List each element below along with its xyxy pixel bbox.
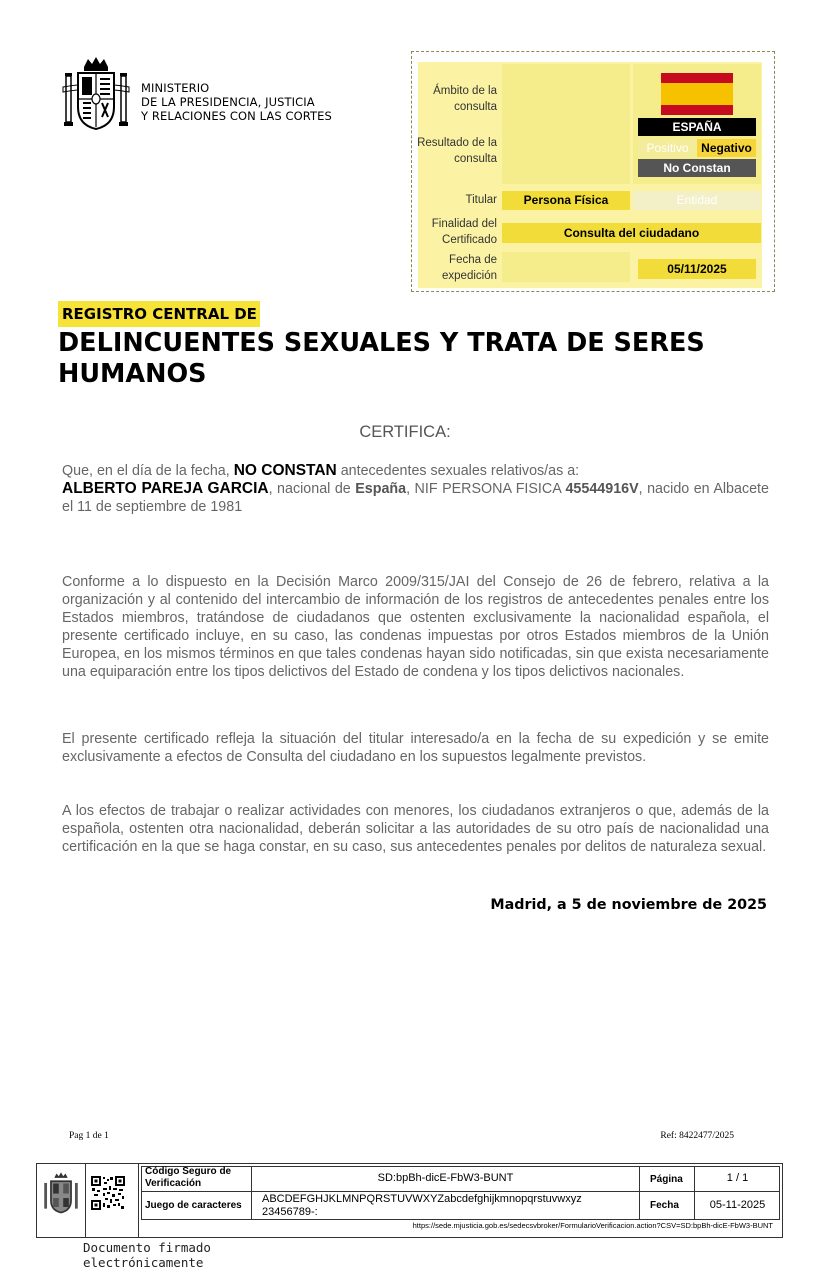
date-label: Fecha	[650, 1200, 679, 1211]
charset-line-1: ABCDEFGHJKLMNPQRSTUVWXYZabcdefghijkmnopqrstuvwxyz	[262, 1193, 582, 1205]
csv-label: Código Seguro de Verificación	[145, 1166, 232, 1189]
country-badge: ESPAÑA	[638, 118, 756, 136]
signed-note-line-1: Documento firmado	[83, 1240, 211, 1255]
csv-value: SD:bpBh-dicE-FbW3-BUNT	[377, 1172, 514, 1184]
titular-persona-fisica: Persona Física	[502, 191, 630, 210]
ministry-line-2: DE LA PRESIDENCIA, JUSTICIA	[141, 95, 315, 109]
coat-of-arms-small-logo	[42, 1168, 80, 1218]
signed-note-line-2: electrónicamente	[83, 1255, 204, 1270]
person-name: ALBERTO PAREJA GARCIA	[62, 480, 269, 497]
registry-heading: REGISTRO CENTRAL DE	[62, 305, 257, 323]
page-label: Página	[650, 1174, 683, 1185]
statement-nif-label: , NIF PERSONA FISICA	[406, 481, 566, 497]
result-no-constan-badge: No Constan	[638, 159, 756, 177]
coat-of-arms-logo	[62, 55, 130, 133]
result-positivo: Positivo	[638, 139, 697, 157]
spain-flag-icon	[661, 73, 733, 115]
legal-paragraph-3: A los efectos de trabajar o realizar actividades con menores, los ciudadanos extranjeros o que, además de la española, ostenten otra nacionalidad, deberán solicitar a las autoridades de su otro país de nacionalidad una certificación en la que se haga constar, en su caso, sus antecedentes penales por delitos de naturaleza sexual.	[62, 803, 769, 855]
reference-number: Ref: 8422477/2025	[660, 1131, 734, 1141]
date-cell-left	[502, 252, 630, 282]
statement-intro: Que, en el día de la fecha,	[62, 463, 234, 479]
person-nationality: España	[355, 481, 407, 497]
page-title: DELINCUENTES SEXUALES Y TRATA DE SERES HUMANOS	[58, 328, 705, 389]
person-nif: 45544916V	[565, 481, 639, 497]
charset-line-2: 23456789-:	[262, 1206, 318, 1218]
no-constan-text: NO CONSTAN	[233, 462, 337, 479]
label-ambito: Ámbito de la consulta	[433, 85, 497, 113]
label-fecha: Fecha de expedición	[442, 254, 497, 282]
statement-relative: antecedentes sexuales relativos/as a:	[336, 463, 580, 479]
date-value: 05-11-2025	[709, 1199, 766, 1211]
table-divider	[138, 1163, 139, 1238]
certification-statement	[62, 462, 769, 516]
ministry-name	[141, 81, 332, 123]
place-and-date: Madrid, a 5 de noviembre de 2025	[490, 897, 767, 913]
charset-value	[262, 1193, 640, 1219]
legal-paragraph-1: Conforme a lo dispuesto en la Decisión Marco 2009/315/JAI del Consejo de 26 de febrero, relativa a la organización y al contenido del intercambio de información de los registros de antecedentes penales entre los Estados miembros, tratándose de ciudadanos que ostenten exclusivamente la nacionalidad española, el presente certificado incluye, en su caso, las condenas impuestas por otros Estados miembros de la Unión Europea, en los mismos términos en que tales condenas hayan sido notificadas, sin que exista necesariamente una equiparación entre los tipos delictivos del Estado de condena y los tipos delictivos nacionales.	[62, 574, 769, 680]
label-titular: Titular	[465, 194, 497, 206]
statement-nationality-label: , nacional de	[268, 481, 356, 497]
page-value: 1 / 1	[726, 1172, 749, 1184]
titular-entidad: Entidad	[633, 191, 761, 210]
label-finalidad: Finalidad del Certificado	[431, 218, 497, 246]
page-number: Pag 1 de 1	[69, 1131, 109, 1141]
verification-url-link[interactable]: https://sede.mjusticia.gob.es/sedecsvbroker/FormularioVerificacion.action?CSV=SD:bpBh-dicE-FbW3-BUNT	[412, 1221, 773, 1230]
legal-paragraph-2: El presente certificado refleja la situación del titular interesado/a en la fecha de su expedición y se emite exclusivamente a efectos de Consulta del ciudadano en los supuestos legalmente previstos.	[62, 731, 769, 765]
table-row-divider	[141, 1191, 780, 1192]
fecha-expedicion-value: 05/11/2025	[638, 259, 756, 279]
ministry-line-3: Y RELACIONES CON LAS CORTES	[141, 109, 332, 123]
qr-code-icon	[91, 1176, 125, 1210]
result-negativo: Negativo	[697, 139, 756, 157]
certifica-heading: CERTIFICA:	[359, 423, 451, 441]
table-divider	[85, 1163, 86, 1238]
ministry-line-1: MINISTERIO	[141, 81, 210, 95]
summary-cell-left	[502, 64, 630, 184]
charset-label: Juego de caracteres	[145, 1200, 242, 1211]
signed-note	[83, 1240, 211, 1270]
statement-birth: , nacido en Albacete el 11 de septiembre de 1981	[62, 481, 769, 515]
label-resultado: Resultado de la consulta	[417, 137, 497, 165]
finalidad-value: Consulta del ciudadano	[502, 223, 761, 243]
